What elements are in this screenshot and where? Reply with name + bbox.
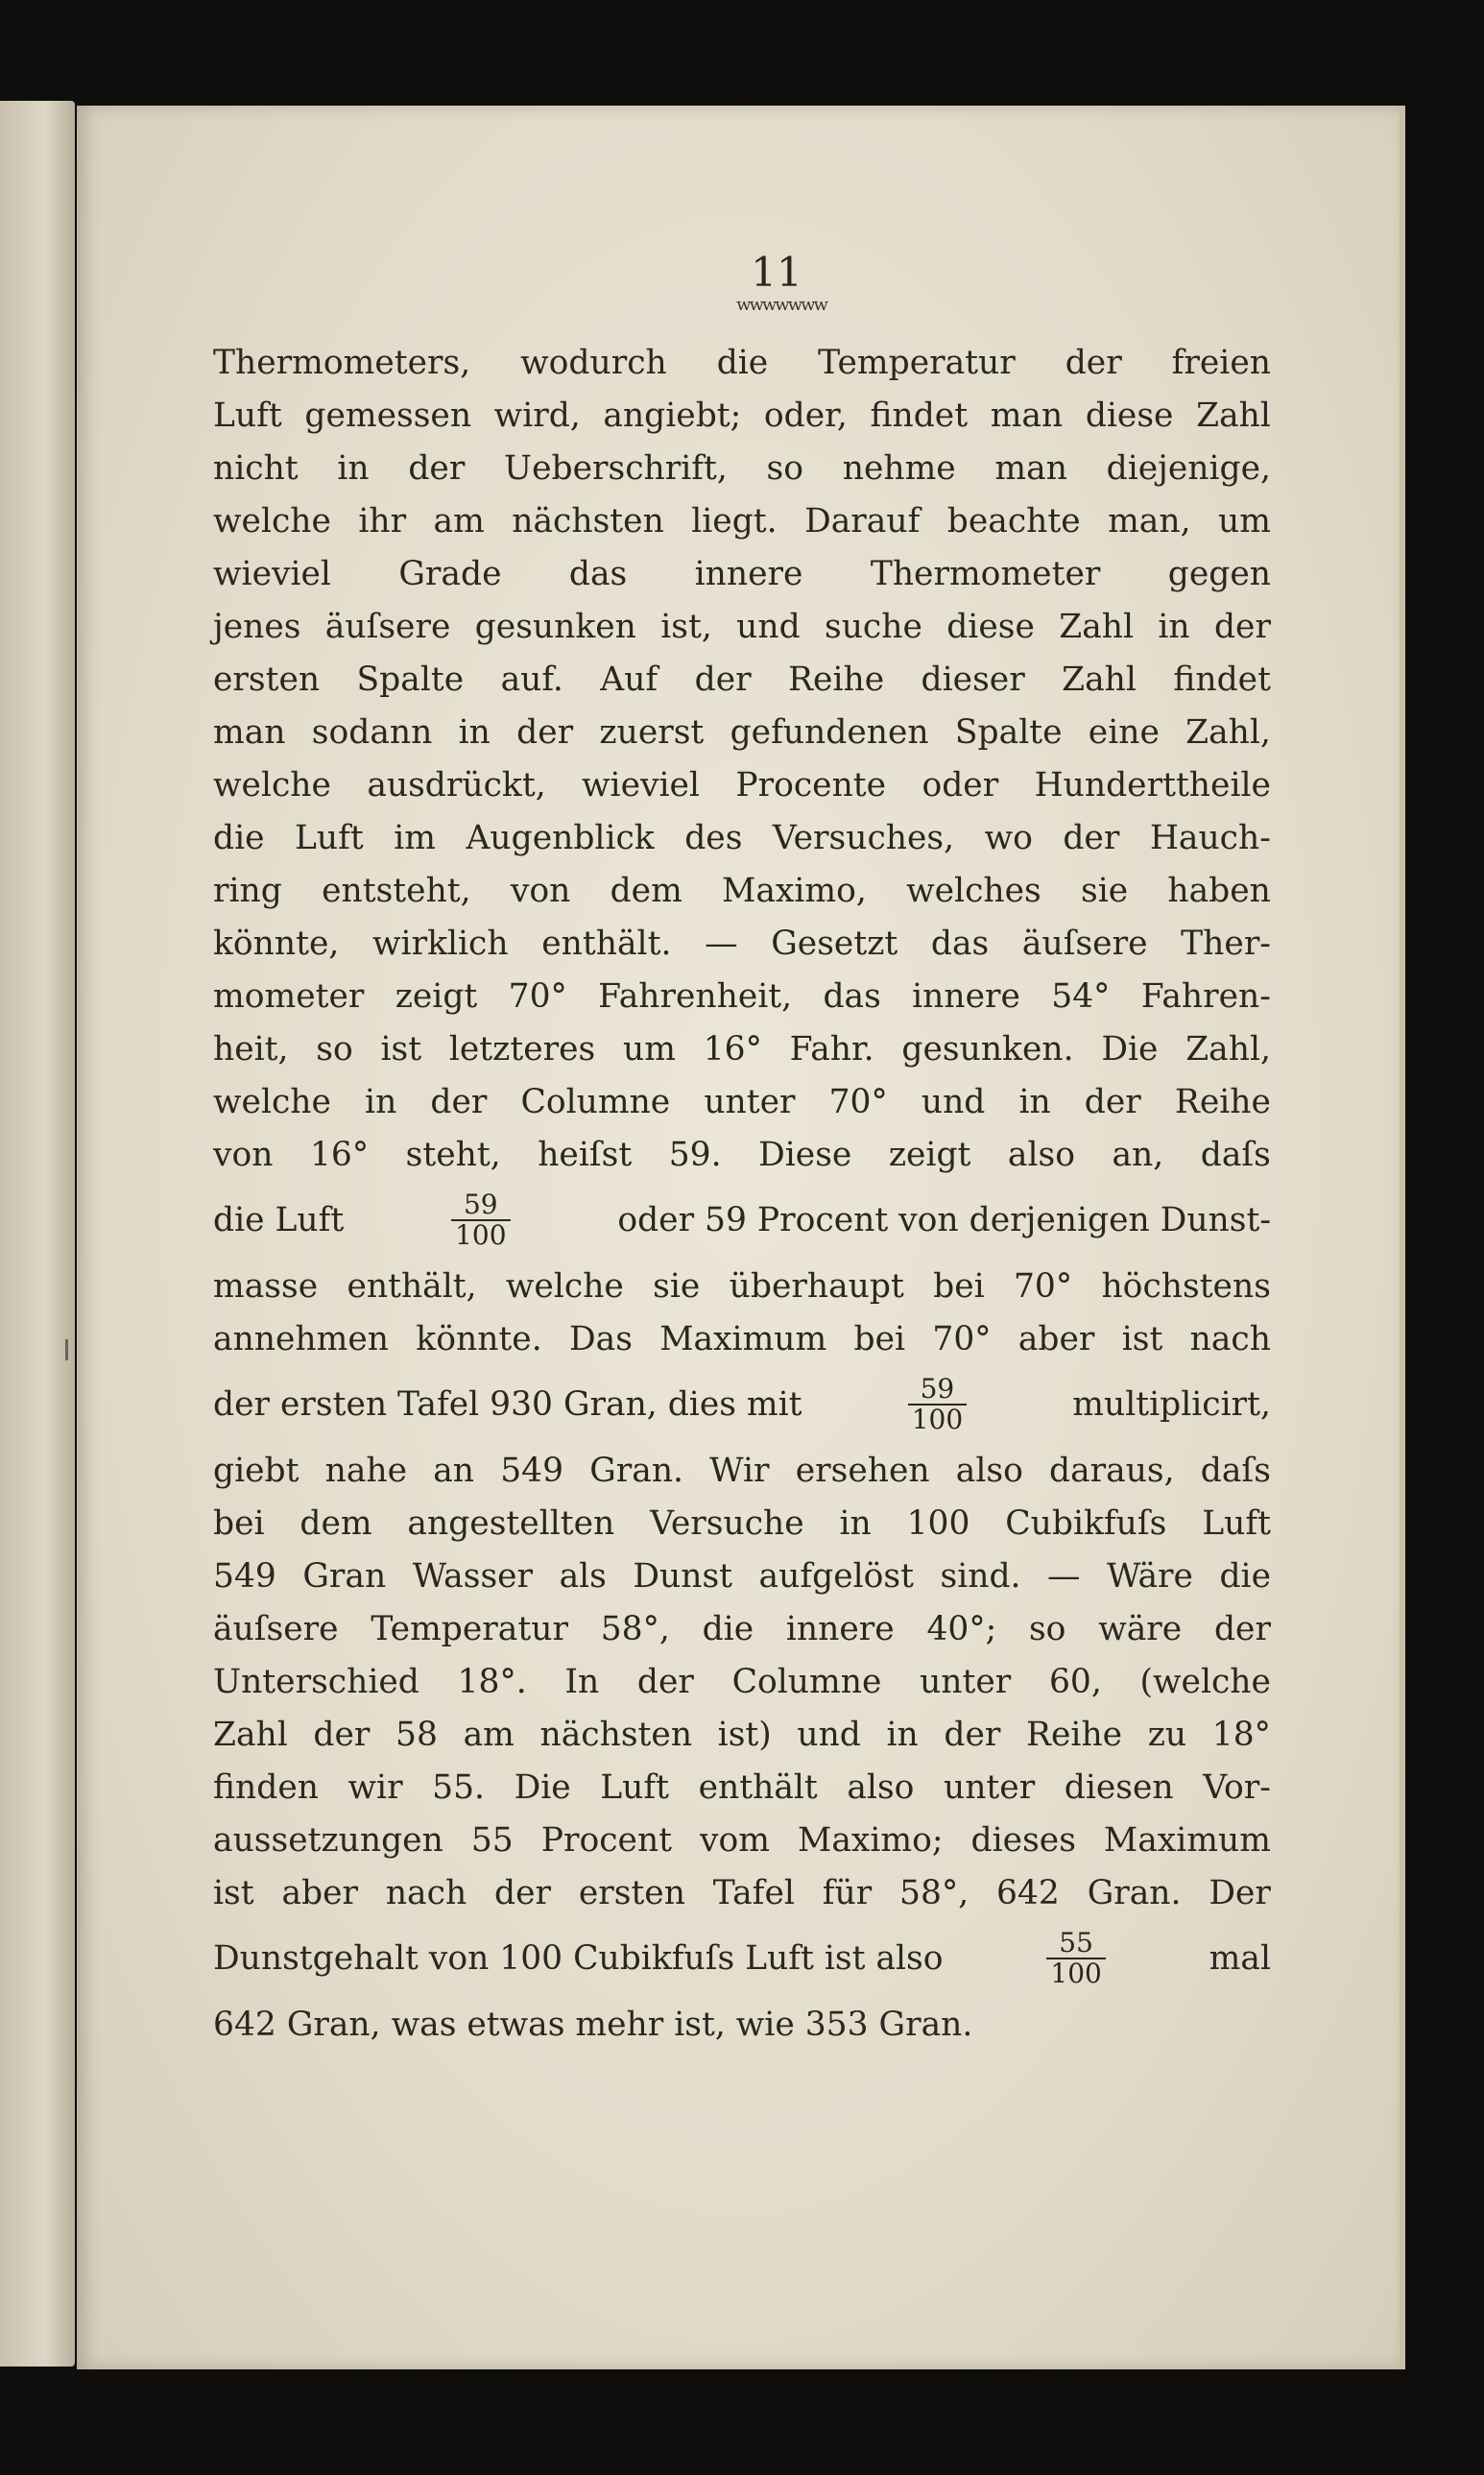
text-line: welche ihr am nächsten liegt. Darauf beachte man, um (213, 501, 1271, 541)
fraction (451, 1190, 510, 1250)
text-line: äuſsere Temperatur 58°, die innere 40°; so wäre der (213, 1609, 1271, 1648)
line-text-before: der ersten Tafel 930 Gran, dies mit (213, 1385, 802, 1424)
text-line: nicht in der Ueberschrift, so nehme man diejenige, (213, 448, 1271, 488)
fraction-line (213, 1365, 1271, 1444)
line-text-after: mal (1209, 1939, 1271, 1978)
fraction-numerator: 59 (463, 1189, 498, 1220)
fraction (908, 1375, 967, 1434)
text-line: ist aber nach der ersten Tafel für 58°, 642 Gran. Der (213, 1873, 1271, 1912)
fraction-denominator: 100 (451, 1219, 510, 1250)
text-line: masse enthält, welche sie überhaupt bei 70° höchstens (213, 1266, 1271, 1306)
text-line: 549 Gran Wasser als Dunst aufgelöst sind. — Wäre die (213, 1556, 1271, 1596)
page-number: 11 (751, 249, 802, 296)
fraction (1046, 1929, 1105, 1988)
header-ornament: wwwwwww (736, 295, 826, 315)
body-text (213, 336, 1271, 2051)
text-line: annehmen könnte. Das Maximum bei 70° aber ist nach (213, 1319, 1271, 1358)
text-line: Luft gemessen wird, angiebt; oder, findet man diese Zahl (213, 396, 1271, 435)
fraction-numerator: 55 (1059, 1927, 1093, 1958)
text-line: giebt nahe an 549 Gran. Wir ersehen also daraus, daſs (213, 1451, 1271, 1490)
fraction-denominator: 100 (908, 1404, 967, 1434)
text-line: man sodann in der zuerst gefundenen Spalte eine Zahl, (213, 712, 1271, 752)
text-line: aussetzungen 55 Procent vom Maximo; dieses Maximum (213, 1820, 1271, 1860)
line-text-before: Dunstgehalt von 100 Cubikfuſs Luft ist also (213, 1939, 944, 1978)
text-line: die Luft im Augenblick des Versuches, wo der Hauch- (213, 818, 1271, 857)
fraction-line (213, 1181, 1271, 1260)
facing-page-edge (0, 101, 75, 2367)
line-text-after: oder 59 Procent von derjenigen Dunst- (617, 1201, 1271, 1239)
fraction-denominator: 100 (1046, 1958, 1105, 1988)
text-line: Zahl der 58 am nächsten ist) und in der Reihe zu 18° (213, 1715, 1271, 1754)
text-line: Thermometers, wodurch die Temperatur der freien (213, 343, 1271, 382)
text-line: wieviel Grade das innere Thermometer gegen (213, 554, 1271, 593)
text-line: 642 Gran, was etwas mehr ist, wie 353 Gran. (213, 2005, 973, 2044)
book-page (77, 106, 1405, 2369)
text-line: bei dem angestellten Versuche in 100 Cubikfuſs Luft (213, 1503, 1271, 1543)
text-line: ring entsteht, von dem Maximo, welches sie haben (213, 871, 1271, 910)
text-line: welche in der Columne unter 70° und in der Reihe (213, 1082, 1271, 1121)
line-text-after: multiplicirt, (1072, 1385, 1271, 1424)
fraction-numerator: 59 (920, 1373, 955, 1405)
text-line: könnte, wirklich enthält. — Gesetzt das äuſsere Ther- (213, 924, 1271, 963)
line-text-before: die Luft (213, 1201, 345, 1239)
text-line: ersten Spalte auf. Auf der Reihe dieser Zahl findet (213, 660, 1271, 699)
facing-page-mark (65, 1339, 68, 1360)
text-line: mometer zeigt 70° Fahrenheit, das innere 54° Fahren- (213, 976, 1271, 1016)
text-line: jenes äuſsere gesunken ist, und suche diese Zahl in der (213, 607, 1271, 646)
fraction-line (213, 1919, 1271, 1998)
text-line: von 16° steht, heiſst 59. Diese zeigt also an, daſs (213, 1135, 1271, 1174)
text-line: Unterschied 18°. In der Columne unter 60, (welche (213, 1662, 1271, 1701)
text-line: welche ausdrückt, wieviel Procente oder Hunderttheile (213, 765, 1271, 805)
text-line: heit, so ist letzteres um 16° Fahr. gesunken. Die Zahl, (213, 1029, 1271, 1069)
page-header (77, 250, 1400, 315)
text-line: finden wir 55. Die Luft enthält also unter diesen Vor- (213, 1767, 1271, 1807)
